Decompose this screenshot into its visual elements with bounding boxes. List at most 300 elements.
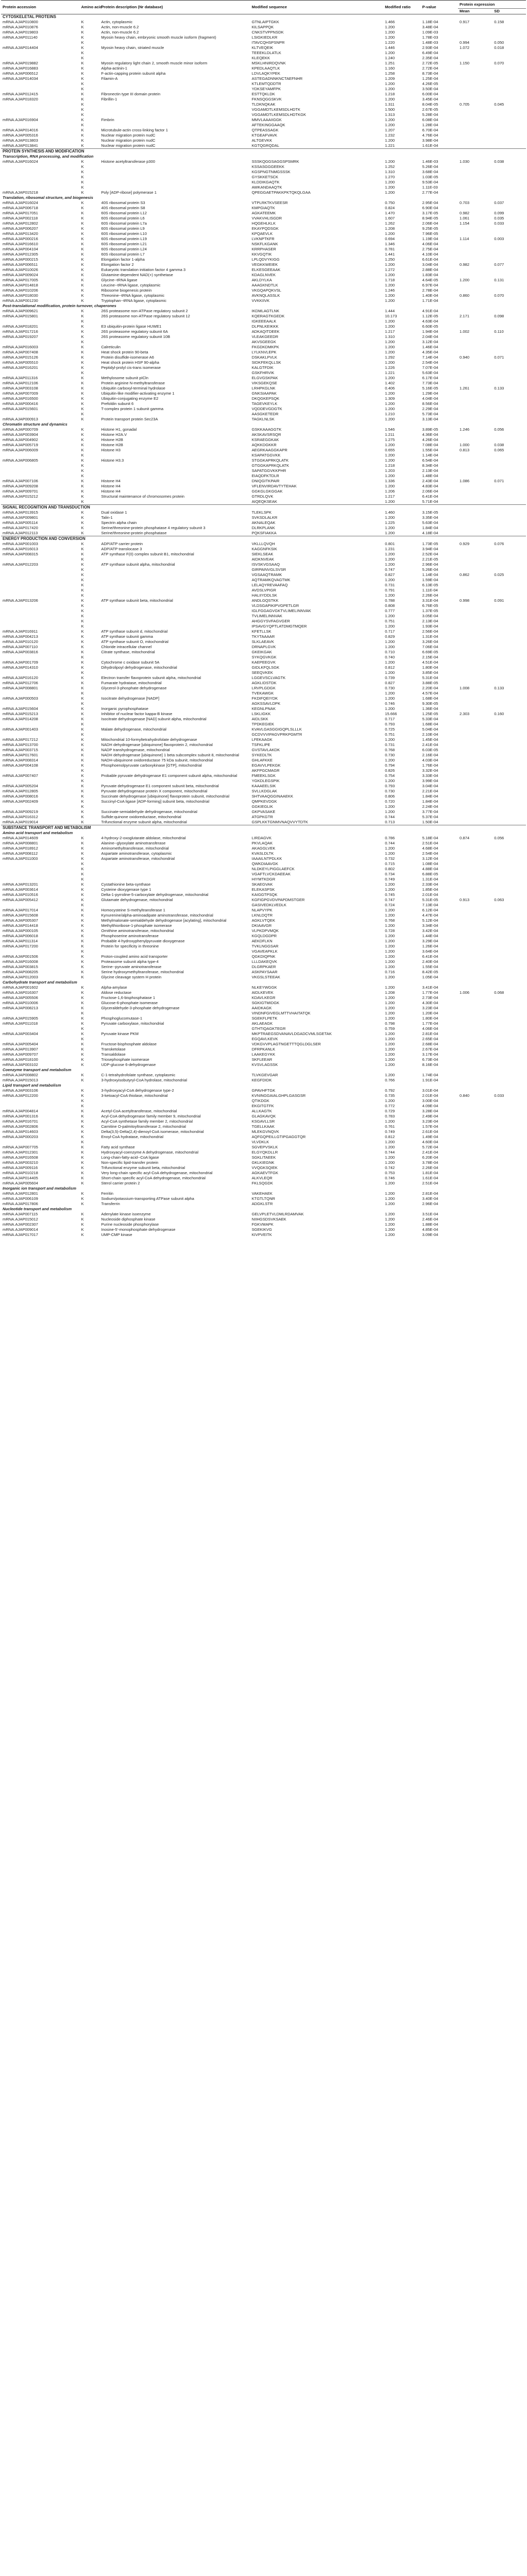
pvalue-cell: 4.26E-05: [422, 81, 438, 86]
sd-cell: [492, 908, 526, 913]
table-row: [1, 66, 526, 71]
ratio-cell: 1.220: [385, 40, 395, 45]
sequence-cell: VFLENVIRDAVTYTEHAK: [251, 484, 297, 488]
sd-cell: [492, 1212, 526, 1217]
pvalue-cell: 6.88E-05: [422, 872, 438, 876]
sequence-cell: PKVLAQAK: [251, 841, 273, 845]
sequence-cell: VGAVEAPKLK: [251, 949, 278, 954]
sd-cell: [492, 552, 526, 557]
amino-acid-cell: K: [81, 257, 84, 262]
table-row: [1, 742, 526, 748]
ratio-cell: 0.725: [385, 727, 395, 732]
pvalue-cell: 3.23E-04: [422, 1119, 438, 1124]
accession-cell: mRNA.AJAP012706: [3, 681, 38, 685]
section-heading: ENERGY PRODUCTION AND CONVERSION: [1, 536, 526, 542]
sd-cell: [492, 954, 526, 959]
accession-cell: [1, 473, 80, 479]
description-cell: 3-hydroxyisobutyryl-CoA hydrolase, mitochondrial: [101, 1078, 188, 1082]
pvalue-cell: 1.80E-04: [422, 1016, 438, 1021]
description-cell: [99, 778, 250, 784]
sequence-cell: ASKPAYSAAR: [251, 970, 278, 974]
sd-cell: [492, 226, 526, 231]
accession-cell: mRNA.AJAP019803: [3, 30, 38, 35]
accession-cell: mRNA.AJAP011018: [3, 1021, 38, 1026]
pvalue-cell: 1.26E-04: [422, 944, 438, 948]
description-cell: Methylthioribose-1-phosphate isomerase: [101, 923, 172, 928]
sd-cell: [492, 257, 526, 262]
table-row: [1, 1093, 526, 1098]
sequence-cell: LGGEVSCLVAGTK: [251, 675, 286, 680]
description-cell: Ferritin: [101, 1191, 113, 1196]
pvalue-cell: 2.81E-04: [422, 1191, 438, 1196]
table-row: [1, 1129, 526, 1134]
pvalue-cell: 4.51E-04: [422, 660, 438, 665]
pvalue-cell: 7.07E-04: [422, 365, 438, 370]
ratio-cell: 1.200: [385, 499, 395, 504]
sequence-cell: SKAEGVAK: [251, 882, 273, 887]
mean-cell: [458, 614, 492, 619]
amino-acid-cell: K: [81, 572, 84, 577]
ratio-cell: 1.311: [385, 102, 395, 107]
ratio-cell: 1.200: [385, 1191, 395, 1196]
accession-cell: mRNA.AJAP015126: [3, 355, 38, 360]
pvalue-cell: 4.68E-04: [422, 846, 438, 851]
amino-acid-cell: K: [81, 221, 84, 226]
pvalue-cell: 6.61E-04: [422, 257, 438, 262]
table-row: [1, 345, 526, 350]
accession-cell: mRNA.AJAP016883: [3, 66, 38, 71]
sd-cell: [492, 206, 526, 211]
ratio-cell: 0.827: [385, 572, 395, 577]
mean-cell: 1.030: [460, 159, 470, 164]
accession-cell: mRNA.AJAP012305: [3, 252, 38, 257]
mean-cell: [458, 557, 492, 562]
sd-cell: 0.076: [494, 541, 504, 546]
amino-acid-cell: K: [81, 1042, 84, 1046]
table-row: [1, 112, 526, 117]
description-cell: [99, 578, 250, 583]
sequence-cell: IGKEEEAALK: [251, 319, 277, 324]
sequence-cell: AWKANDAAQTK: [251, 185, 282, 190]
description-cell: 26S proteasome non-ATPase regulatory subunit 12: [101, 314, 190, 318]
amino-acid-cell: K: [81, 175, 84, 179]
mean-cell: 1.006: [460, 990, 470, 995]
amino-acid-cell: K: [81, 614, 84, 618]
sd-cell: [492, 1191, 526, 1196]
description-cell: ADP/ATP translocase 3: [101, 547, 142, 551]
ratio-cell: 0.768: [385, 918, 395, 923]
accession-cell: mRNA.AJAP016024: [3, 200, 38, 205]
mean-cell: [458, 1052, 492, 1057]
description-cell: [99, 619, 250, 624]
mean-cell: [458, 624, 492, 629]
description-cell: [99, 468, 250, 473]
description-cell: Transaldolase: [101, 1052, 126, 1057]
accession-cell: mRNA.AJAP007115: [3, 1212, 38, 1216]
mean-cell: [458, 185, 492, 190]
ratio-cell: 1.200: [385, 624, 395, 629]
description-cell: Methylmalonate-semialdehyde dehydrogenase [acylating], mitochondrial: [101, 918, 227, 923]
accession-cell: mRNA.AJAP012301: [3, 1150, 38, 1155]
sd-cell: 0.110: [494, 329, 504, 334]
table-row: [1, 794, 526, 799]
table-row: [1, 370, 526, 376]
sequence-cell: SGEKFLPETK: [251, 1016, 278, 1021]
accession-cell: mRNA.AJAP015212: [3, 494, 38, 499]
description-cell: Serine--pyruvate aminotransferase: [101, 964, 162, 969]
description-cell: Protein arginine N-methyltransferase: [101, 381, 165, 385]
pvalue-cell: 1.03E-05: [422, 175, 438, 179]
pvalue-cell: 3.13E-04: [422, 417, 438, 421]
mean-cell: [458, 365, 492, 370]
description-cell: Nuclear migration protein nudC: [101, 138, 156, 143]
sd-cell: [492, 975, 526, 980]
ratio-cell: 0.731: [385, 583, 395, 587]
sd-cell: 0.038: [494, 159, 504, 164]
accession-cell: mRNA.AJAP015012: [3, 1217, 38, 1222]
table-row: [1, 711, 526, 717]
table-row: [1, 510, 526, 515]
accession-cell: mRNA.AJAP013907: [3, 1047, 38, 1052]
sd-cell: [492, 1031, 526, 1037]
table-row: [1, 598, 526, 603]
sd-cell: [492, 1134, 526, 1140]
amino-acid-cell: K: [81, 892, 84, 897]
amino-acid-cell: K: [81, 1006, 84, 1010]
accession-cell: mRNA.AJAP005412: [3, 897, 38, 902]
description-cell: ATP synthase subunit O, mitochondrial: [101, 639, 168, 644]
description-cell: [99, 557, 250, 562]
mean-cell: [458, 908, 492, 913]
mean-cell: [458, 913, 492, 918]
amino-acid-cell: K: [81, 696, 84, 701]
pvalue-cell: 3.51E-04: [422, 1212, 438, 1216]
sd-cell: [492, 650, 526, 655]
table-row: [1, 273, 526, 278]
mean-cell: [458, 1160, 492, 1165]
description-cell: Histone acetyltransferase p300: [101, 159, 156, 164]
table-row: [1, 964, 526, 970]
sd-cell: [492, 614, 526, 619]
pvalue-cell: 2.68E-04: [422, 1042, 438, 1046]
sd-cell: [492, 1160, 526, 1165]
table-row: [1, 913, 526, 918]
table-row: [1, 887, 526, 892]
pvalue-cell: 8.42E-05: [422, 970, 438, 974]
pvalue-cell: 1.48E-03: [422, 40, 438, 45]
ratio-cell: 1.718: [385, 278, 395, 282]
accession-cell: mRNA.AJAP018912: [3, 846, 38, 851]
description-cell: Mitochondrial 10-formyltetrahydrofolate dehydrogenase: [101, 737, 197, 742]
amino-acid-cell: K: [81, 138, 84, 143]
mean-cell: [458, 345, 492, 350]
amino-acid-cell: K: [81, 660, 84, 665]
mean-cell: [458, 547, 492, 552]
accession-cell: mRNA.AJAP003715: [3, 748, 38, 752]
ratio-cell: 1.200: [385, 1217, 395, 1222]
amino-acid-cell: K: [81, 809, 84, 814]
amino-acid-cell: K: [81, 954, 84, 959]
sequence-cell: GCDVVVIPAGVPRKPGMTR: [251, 732, 302, 737]
accession-cell: mRNA.AJAP017200: [3, 944, 38, 948]
mean-cell: [458, 66, 492, 71]
description-cell: Fructose-bisphosphate aldolase: [101, 1042, 157, 1046]
mean-cell: [458, 706, 492, 711]
sd-cell: 0.133: [494, 686, 504, 690]
subsection-heading-row: [1, 422, 526, 427]
mean-cell: [458, 128, 492, 133]
amino-acid-cell: K: [81, 1026, 84, 1031]
amino-acid-cell: K: [81, 1052, 84, 1057]
accession-cell: mRNA.AJAP007009: [3, 391, 38, 396]
ratio-cell: 1.200: [385, 453, 395, 457]
pvalue-cell: 2.35E-04: [422, 56, 438, 60]
pvalue-cell: 4.09E-04: [422, 1104, 438, 1108]
ratio-cell: 1.200: [385, 273, 395, 277]
amino-acid-cell: K: [81, 324, 84, 329]
sequence-cell: DKIAAVGR: [251, 923, 272, 928]
amino-acid-cell: K: [81, 123, 84, 127]
pvalue-cell: 1.68E-04: [422, 696, 438, 701]
pvalue-cell: 2.41E-04: [422, 742, 438, 747]
table-row: [1, 758, 526, 763]
table-row: [1, 1212, 526, 1217]
description-cell: Glutamate dehydrogenase, mitochondrial: [101, 897, 173, 902]
table-row: [1, 588, 526, 593]
mean-cell: [458, 753, 492, 758]
sequence-cell: KGSPNGTNMGSSSK: [251, 170, 291, 174]
amino-acid-cell: K: [81, 1057, 84, 1062]
accession-cell: mRNA.AJAP004814: [3, 1109, 38, 1113]
description-cell: 3-hydroxyacyl-CoA dehydrogenase type-2: [101, 1088, 174, 1093]
description-cell: [99, 123, 250, 128]
accession-cell: [1, 81, 80, 87]
mean-cell: [458, 1119, 492, 1124]
pvalue-cell: 3.40E-04: [422, 1196, 438, 1201]
ratio-cell: 1.200: [385, 319, 395, 324]
sd-cell: 0.098: [494, 314, 504, 318]
mean-cell: [458, 50, 492, 56]
sequence-cell: KRRPHASER: [251, 247, 276, 251]
mean-cell: 1.086: [460, 479, 470, 483]
sd-cell: 0.003: [494, 236, 504, 241]
pvalue-cell: 9.53E-04: [422, 180, 438, 184]
sd-cell: 0.071: [494, 355, 504, 360]
description-cell: Glutamine-dependent NAD(+) synthetase: [101, 273, 173, 277]
sd-cell: [492, 934, 526, 939]
description-cell: Methylosome subunit pICln: [101, 376, 148, 380]
sequence-cell: SGVEPVSKLK: [251, 1145, 278, 1149]
sd-cell: 0.033: [494, 1093, 504, 1098]
pvalue-cell: 4.83E-04: [422, 484, 438, 488]
sd-cell: [492, 526, 526, 531]
pvalue-cell: 1.31E-04: [422, 634, 438, 639]
ratio-cell: 0.747: [385, 567, 395, 572]
mean-cell: [458, 794, 492, 799]
table-row: [1, 221, 526, 226]
accession-cell: [1, 903, 80, 908]
ratio-cell: 0.754: [385, 773, 395, 778]
description-cell: Pyruvate dehydrogenase protein X component, mitochondrial: [101, 789, 208, 793]
accession-cell: mRNA.AJAP000913: [3, 417, 38, 421]
ratio-cell: 1.200: [385, 1073, 395, 1077]
table-row: [1, 236, 526, 242]
accession-cell: mRNA.AJAP014208: [3, 717, 38, 721]
accession-cell: [1, 107, 80, 112]
sd-cell: 0.091: [494, 598, 504, 603]
pvalue-cell: 2.41E-04: [422, 1150, 438, 1155]
amino-acid-cell: K: [81, 340, 84, 344]
sequence-cell: MMVLAAAIIGGK: [251, 117, 282, 122]
table-row: [1, 97, 526, 102]
pvalue-cell: 1.94E-04: [422, 329, 438, 334]
mean-cell: [458, 25, 492, 30]
description-cell: [99, 499, 250, 505]
description-cell: 26S proteasome regulatory subunit 6A: [101, 329, 168, 334]
pvalue-cell: 1.74E-04: [422, 1073, 438, 1077]
sd-cell: [492, 856, 526, 861]
description-cell: Triosephosphate isomerase: [101, 1057, 149, 1062]
sd-cell: [492, 350, 526, 355]
mean-cell: [458, 247, 492, 252]
amino-acid-cell: K: [81, 298, 84, 303]
accession-cell: mRNA.AJAP005604: [3, 1181, 38, 1185]
sd-cell: [492, 133, 526, 138]
description-cell: Protein for specificity in threonine: [101, 944, 159, 948]
ratio-cell: 1.310: [385, 334, 395, 339]
description-cell: Succinyl-CoA ligase [ADP-forming] subunit beta, mitochondrial: [101, 799, 210, 804]
lysine-modification-table: [1, 0, 526, 1238]
table-row: [1, 81, 526, 87]
description-cell: 60S ribosomal protein L21: [101, 242, 147, 246]
ratio-cell: 1.200: [385, 882, 395, 887]
sd-cell: [492, 66, 526, 71]
accession-cell: mRNA.AJAP016024: [3, 159, 38, 164]
description-cell: Nuclear migration protein nudC: [101, 133, 156, 138]
amino-acid-cell: K: [81, 970, 84, 974]
table-row: [1, 45, 526, 50]
table-row: [1, 437, 526, 443]
sequence-cell: KLDDIKGAQTK: [251, 180, 280, 184]
pvalue-cell: 2.10E-04: [422, 732, 438, 737]
description-cell: Probable 4-hydroxyphenylpyruvate dioxygenase: [101, 939, 185, 943]
sd-cell: [492, 1145, 526, 1150]
table-row: [1, 50, 526, 56]
section-heading-row: [1, 149, 526, 155]
sd-cell: [492, 773, 526, 778]
accession-cell: mRNA.AJAP012200: [3, 1093, 38, 1098]
table-row: [1, 427, 526, 432]
description-cell: Histone H1, gonadal: [101, 427, 137, 432]
amino-acid-cell: K: [81, 815, 84, 819]
description-cell: [99, 1098, 250, 1104]
accession-cell: [1, 768, 80, 773]
sd-cell: 0.018: [494, 45, 504, 50]
sequence-cell: KGQLDGDPR: [251, 934, 277, 938]
amino-acid-cell: K: [81, 598, 84, 603]
pvalue-cell: 2.04E-04: [422, 334, 438, 339]
sd-cell: [492, 484, 526, 489]
accession-cell: mRNA.AJAP016201: [3, 365, 38, 370]
accession-cell: mRNA.AJAP001003: [3, 541, 38, 546]
mean-cell: [458, 1134, 492, 1140]
sd-cell: [492, 365, 526, 370]
mean-cell: 0.874: [460, 836, 470, 840]
table-row: [1, 1031, 526, 1037]
amino-acid-cell: K: [81, 1119, 84, 1124]
pvalue-cell: 3.26E-04: [422, 639, 438, 644]
ratio-cell: 1.203: [385, 468, 395, 473]
pvalue-cell: 1.81E-04: [422, 1171, 438, 1175]
mean-cell: [458, 778, 492, 784]
sequence-cell: ALKVLEQR: [251, 1176, 273, 1180]
description-cell: Elongation factor 2: [101, 262, 134, 267]
section-heading: CYTOSKELETAL PROTEINS: [3, 14, 56, 19]
sequence-cell: VGGAMDTLKEMSDLHDTKGK: [251, 112, 307, 117]
table-row: [1, 851, 526, 856]
description-cell: Delta-1-pyrroline-5-carboxylate dehydrogenase, mitochondrial: [101, 892, 209, 897]
sequence-cell: GSPLKKTGNMVNAQVVYTDTK: [251, 820, 308, 824]
ratio-cell: 1.200: [385, 30, 395, 35]
pvalue-cell: 2.13E-04: [422, 619, 438, 623]
description-cell: [99, 877, 250, 882]
mean-cell: [458, 309, 492, 314]
amino-acid-cell: K: [81, 102, 84, 107]
table-row: [1, 1078, 526, 1083]
mean-cell: [458, 1098, 492, 1104]
pvalue-cell: 1.78E-03: [422, 35, 438, 40]
table-row: [1, 56, 526, 61]
amino-acid-cell: K: [81, 727, 84, 732]
table-row: [1, 1196, 526, 1201]
table-row: [1, 908, 526, 913]
ratio-cell: 1.200: [385, 180, 395, 184]
table-row: [1, 867, 526, 872]
table-row: [1, 903, 526, 908]
sequence-cell: TSFKLIPE: [251, 742, 270, 747]
ratio-cell: 0.730: [385, 753, 395, 757]
ratio-cell: 0.655: [385, 448, 395, 452]
mean-cell: [458, 484, 492, 489]
amino-acid-cell: K: [81, 768, 84, 773]
description-cell: Histone H2B: [101, 437, 123, 442]
amino-acid-cell: K: [81, 722, 84, 726]
mean-cell: [458, 717, 492, 722]
table-row: [1, 541, 526, 547]
pvalue-cell: 1.77E-04: [422, 990, 438, 995]
amino-acid-cell: K: [81, 1078, 84, 1082]
ratio-cell: 1.200: [385, 1098, 395, 1103]
sequence-cell: AIDLSKK: [251, 717, 268, 721]
mean-cell: [458, 959, 492, 964]
sequence-cell: EKAYPQDSGK: [251, 226, 279, 231]
sequence-cell: SGEKIKVG: [251, 1227, 272, 1232]
amino-acid-cell: K: [81, 608, 84, 613]
accession-cell: [1, 1140, 80, 1145]
accession-cell: mRNA.AJAP017806: [3, 1201, 38, 1206]
sd-cell: [492, 1129, 526, 1134]
mean-cell: [458, 76, 492, 81]
accession-cell: mRNA.AJAP013803: [3, 138, 38, 143]
amino-acid-cell: K: [81, 92, 84, 96]
mean-cell: [458, 1011, 492, 1016]
mean-cell: [458, 691, 492, 696]
ratio-cell: 0.783: [385, 1114, 395, 1118]
table-row: [1, 448, 526, 453]
sequence-cell: TEEEKLDLATLK: [251, 50, 281, 55]
accession-cell: [1, 412, 80, 417]
ratio-cell: 1.200: [385, 1201, 395, 1206]
